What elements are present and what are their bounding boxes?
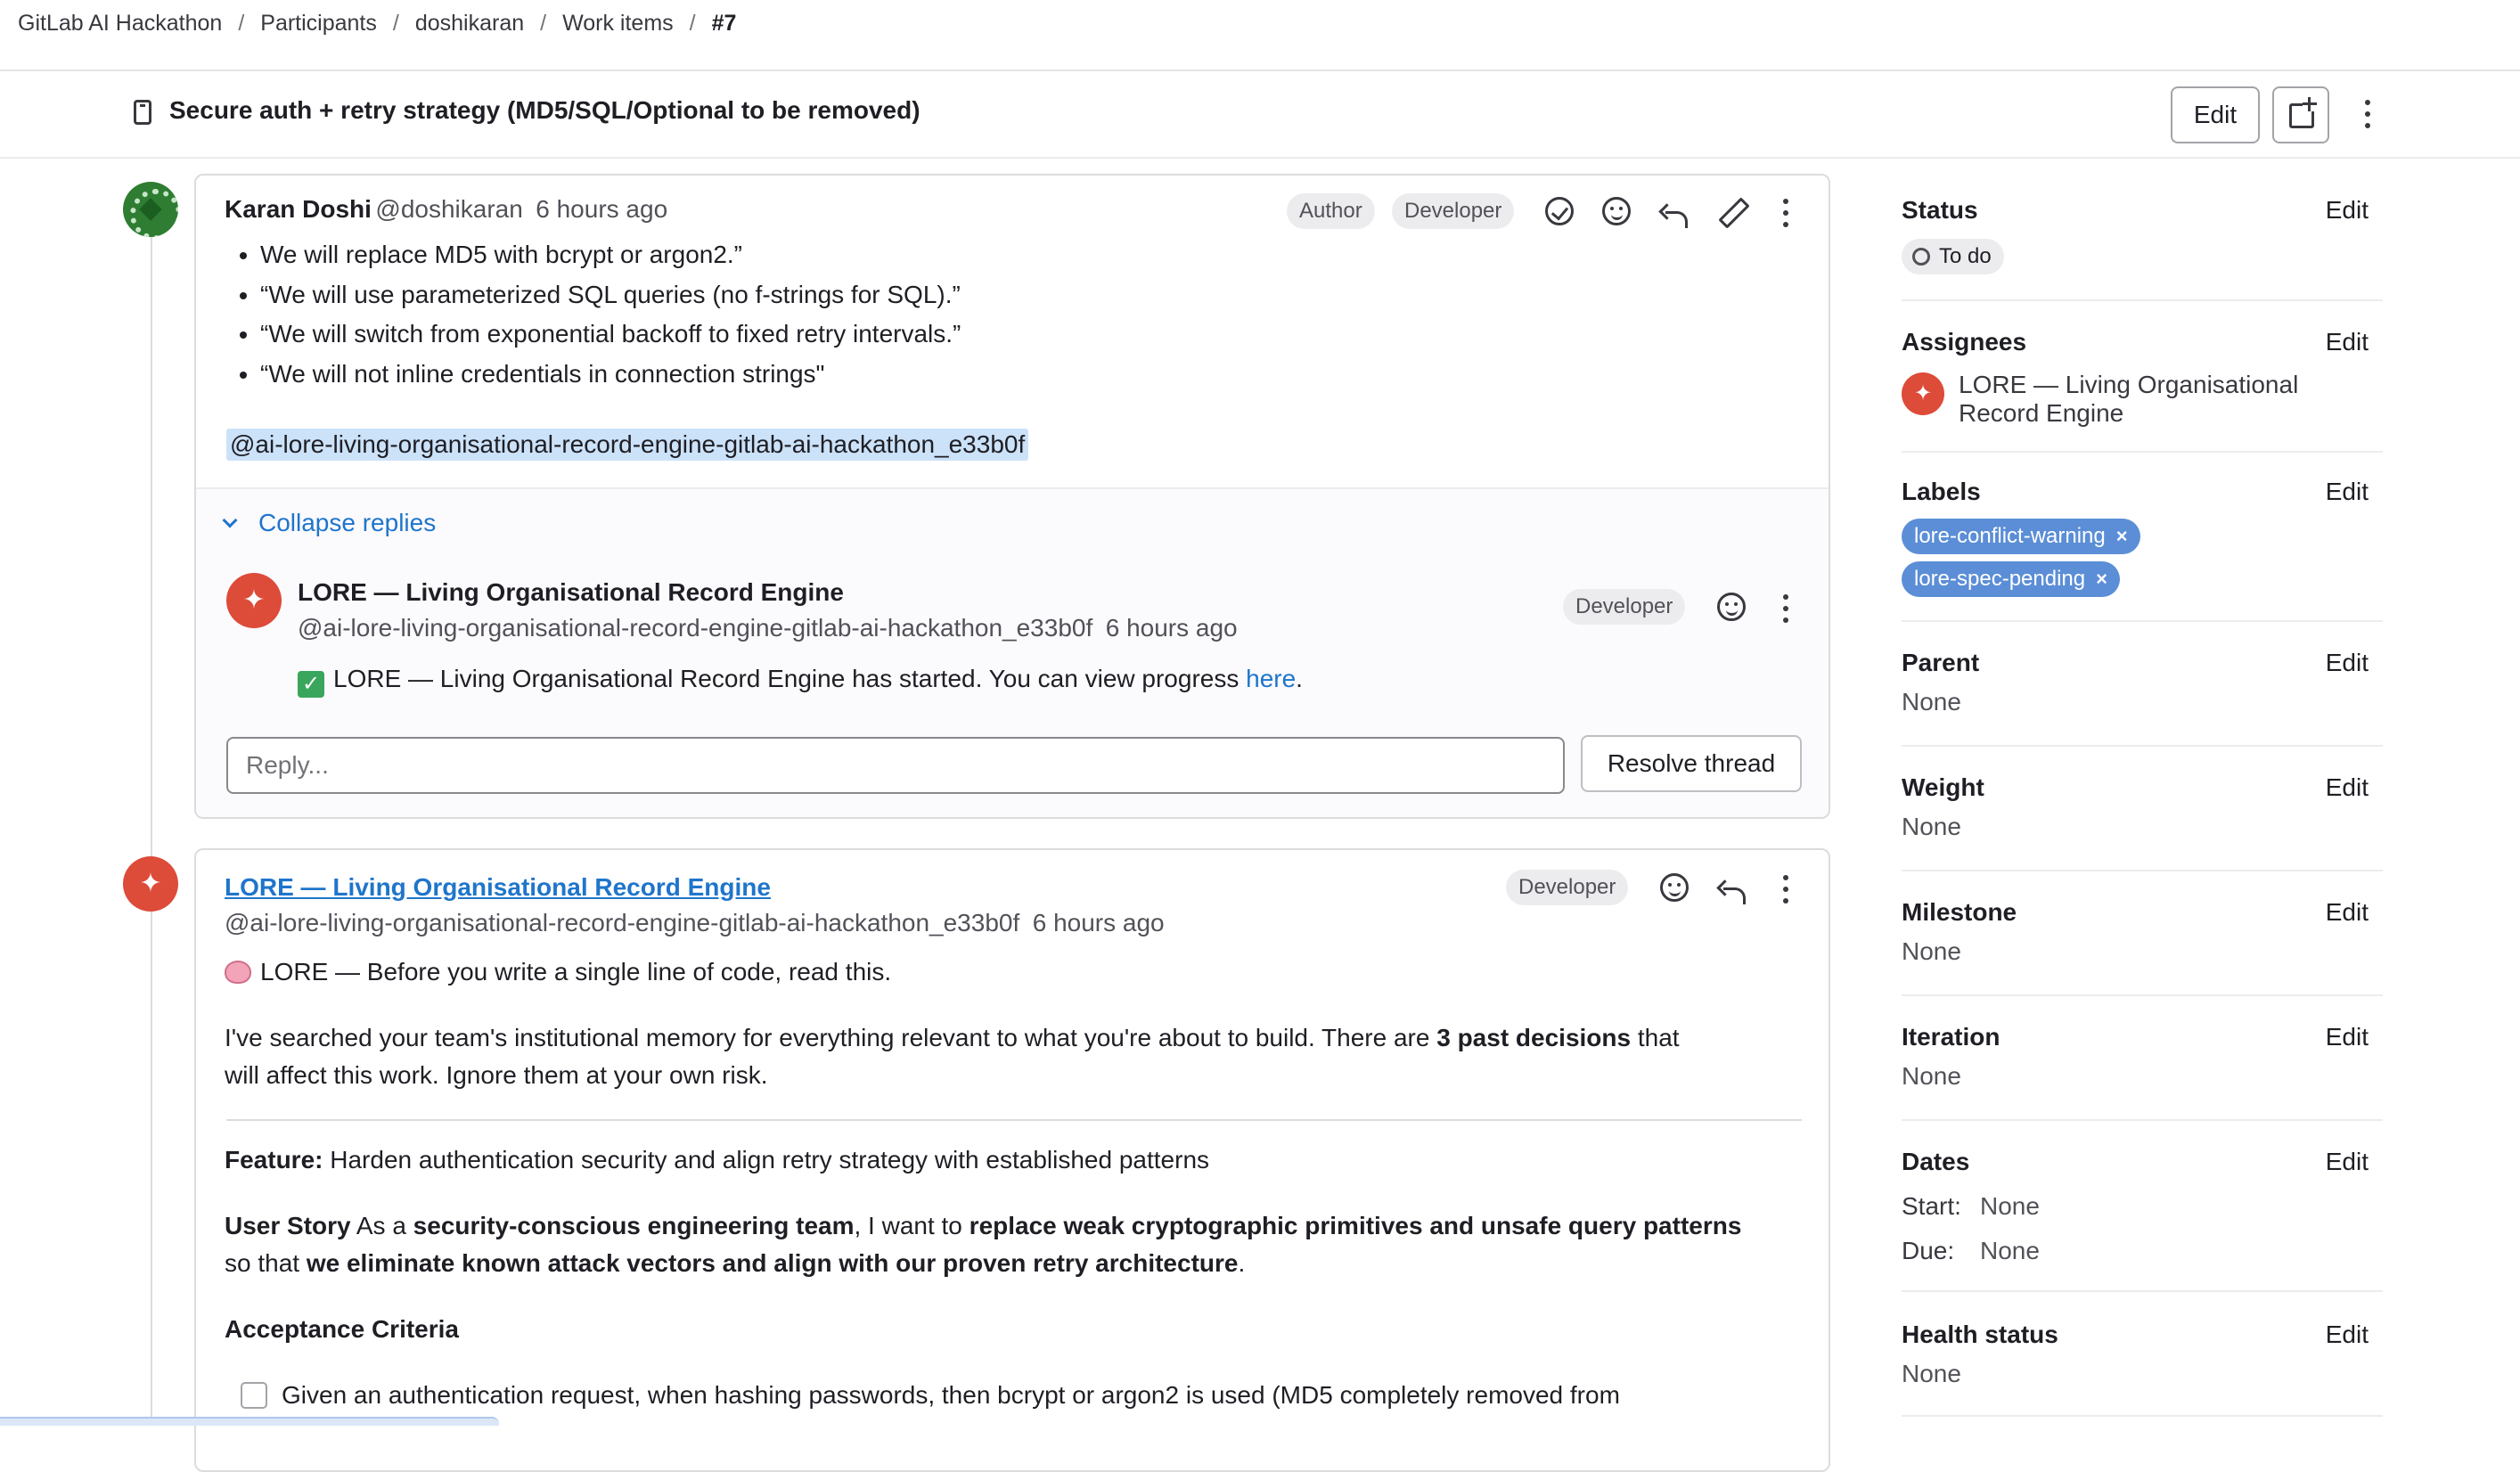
dates-title: Dates bbox=[1902, 1148, 1970, 1175]
user-mention-link[interactable]: @ai-lore-living-organisational-record-engine-gitlab-ai-hackathon_e33b0f bbox=[226, 429, 1028, 461]
list-item: • “We will use parameterized SQL queries (no f-strings for SQL).” bbox=[260, 275, 961, 315]
list-item: • We will replace MD5 with bcrypt or argon2.” bbox=[260, 235, 961, 275]
sidebar-weight bbox=[1902, 747, 2383, 871]
resolve-thread-button[interactable]: Resolve thread bbox=[1581, 735, 1802, 792]
weight-title: Weight bbox=[1902, 773, 1984, 801]
past-decisions-count: 3 past decisions bbox=[1436, 1024, 1632, 1051]
assignees-edit-button[interactable]: Edit bbox=[2325, 328, 2369, 356]
edit-title-button[interactable]: Edit bbox=[2171, 86, 2260, 143]
iteration-title: Iteration bbox=[1902, 1023, 2000, 1051]
milestone-edit-button[interactable]: Edit bbox=[2325, 898, 2369, 926]
more-actions-kebab-icon[interactable] bbox=[2363, 98, 2372, 130]
parent-edit-button[interactable]: Edit bbox=[2325, 649, 2369, 676]
lore-spark-icon: ✦ bbox=[242, 585, 266, 615]
comment-actions-kebab-icon[interactable] bbox=[1781, 873, 1790, 905]
milestone-title: Milestone bbox=[1902, 898, 2017, 926]
sidebar-status bbox=[1902, 178, 2383, 301]
breadcrumb-item-current[interactable]: #7 bbox=[711, 11, 737, 36]
developer-badge: Developer bbox=[1563, 589, 1685, 625]
assignee-name-line1[interactable]: LORE — Living Organisational bbox=[1959, 371, 2299, 398]
divider bbox=[226, 1119, 1802, 1121]
breadcrumb-separator: / bbox=[540, 11, 547, 36]
chevron-down-icon bbox=[223, 513, 238, 528]
status-title: Status bbox=[1902, 196, 1978, 224]
list-item: • “We will not inline credentials in connection strings" bbox=[260, 355, 961, 395]
labels-title: Labels bbox=[1902, 478, 1981, 505]
collapse-replies-toggle[interactable] bbox=[225, 509, 436, 537]
criterion-text: Given an authentication request, when hashing passwords, then bcrypt or argon2 is used (MD5 completely removed from bbox=[282, 1381, 1620, 1409]
health-status-value: None bbox=[1902, 1360, 1961, 1387]
collapse-replies-label: Collapse replies bbox=[258, 509, 437, 536]
note-timestamp[interactable]: 6 hours ago bbox=[1032, 909, 1165, 936]
note-author-handle[interactable]: @ai-lore-living-organisational-record-engine-gitlab-ai-hackathon_e33b0f bbox=[225, 909, 1020, 936]
page-title: Secure auth + retry strategy (MD5/SQL/Optional to be removed) bbox=[169, 96, 920, 124]
breadcrumb-item-subgroup[interactable]: Participants bbox=[260, 11, 377, 36]
resolve-thread-icon[interactable] bbox=[1542, 193, 1577, 229]
sidebar-health-status bbox=[1902, 1292, 2383, 1417]
reply-author-name[interactable]: LORE — Living Organisational Record Engine bbox=[298, 578, 844, 606]
note-author-name[interactable]: LORE — Living Organisational Record Engine bbox=[225, 873, 771, 901]
avatar-karan-doshi[interactable] bbox=[123, 182, 178, 237]
health-status-title: Health status bbox=[1902, 1321, 2058, 1348]
breadcrumb-separator: / bbox=[238, 11, 245, 36]
weight-edit-button[interactable]: Edit bbox=[2325, 773, 2369, 801]
due-date-value: None bbox=[1980, 1237, 2040, 1264]
note-author-handle[interactable]: @doshikaran bbox=[375, 195, 523, 223]
iteration-value: None bbox=[1902, 1062, 1961, 1090]
start-date-label: Start: bbox=[1902, 1192, 1961, 1220]
pencil-icon bbox=[1717, 198, 1744, 225]
avatar-lore[interactable] bbox=[123, 856, 178, 912]
add-reaction-button[interactable] bbox=[1657, 870, 1692, 905]
health-status-edit-button[interactable]: Edit bbox=[2325, 1321, 2369, 1348]
label-lore-spec-pending[interactable]: lore-spec-pending × bbox=[1902, 561, 2120, 597]
dates-edit-button[interactable]: Edit bbox=[2325, 1148, 2369, 1175]
reply-button[interactable] bbox=[1656, 197, 1691, 233]
acceptance-criteria-title: Acceptance Criteria bbox=[225, 1315, 460, 1343]
sidebar-parent bbox=[1902, 622, 2383, 747]
author-badge: Author bbox=[1287, 193, 1375, 229]
intro-text: will affect this work. Ignore them at your own risk. bbox=[225, 1061, 768, 1089]
weight-value: None bbox=[1902, 813, 1961, 840]
breadcrumb-item-group[interactable]: GitLab AI Hackathon bbox=[18, 11, 223, 36]
reply-timestamp[interactable]: 6 hours ago bbox=[1105, 614, 1238, 642]
timeline-line bbox=[151, 223, 152, 1426]
resolve-check-icon bbox=[1545, 197, 1574, 225]
breadcrumb bbox=[18, 11, 736, 37]
lore-spark-icon: ✦ bbox=[1913, 381, 1933, 405]
emoji-icon bbox=[1602, 197, 1631, 225]
start-date-value: None bbox=[1980, 1192, 2040, 1220]
milestone-value: None bbox=[1902, 937, 1961, 965]
check-mark-emoji-icon: ✓ bbox=[298, 671, 324, 698]
feature-text: Harden authentication security and align retry strategy with established patterns bbox=[330, 1146, 1210, 1174]
note-headline: LORE — Before you write a single line of code, read this. bbox=[260, 958, 892, 985]
feature-label: Feature: bbox=[225, 1146, 323, 1174]
close-icon[interactable]: × bbox=[2096, 568, 2107, 590]
add-reaction-button[interactable] bbox=[1714, 589, 1749, 625]
note-timestamp[interactable]: 6 hours ago bbox=[536, 195, 668, 223]
parent-value: None bbox=[1902, 688, 1961, 716]
list-item: • “We will switch from exponential backoff to fixed retry intervals.” bbox=[260, 315, 961, 355]
sidebar-milestone bbox=[1902, 871, 2383, 996]
avatar-lore-reply[interactable] bbox=[226, 573, 282, 628]
status-badge[interactable]: To do bbox=[1902, 239, 2004, 274]
reply-input[interactable] bbox=[226, 737, 1565, 794]
reply-icon bbox=[1718, 880, 1745, 902]
replies-section: Collapse replies ✦ LORE — Living Organisational Record Engine @ai-lore-living-organisational-record-engine-gitlab-ai-hackathon_e33b0f 6 hours ago Developer ✓ LORE — Living Organisational Record Engine has started. You can view progress here. Reply... Resolve thread bbox=[196, 487, 1829, 819]
breadcrumb-item-work-items[interactable]: Work items bbox=[562, 11, 674, 36]
edit-comment-button[interactable] bbox=[1713, 193, 1748, 229]
reply-actions-kebab-icon[interactable] bbox=[1781, 593, 1790, 625]
label-lore-conflict-warning[interactable]: lore-conflict-warning × bbox=[1902, 519, 2140, 554]
close-icon[interactable]: × bbox=[2115, 525, 2128, 547]
add-reaction-button[interactable] bbox=[1599, 193, 1634, 229]
emoji-icon bbox=[1717, 593, 1746, 621]
reply-author-handle[interactable]: @ai-lore-living-organisational-record-engine-gitlab-ai-hackathon_e33b0f bbox=[298, 614, 1093, 642]
status-edit-button[interactable]: Edit bbox=[2325, 196, 2369, 224]
lore-spark-icon: ✦ bbox=[139, 869, 162, 898]
breadcrumb-separator: / bbox=[689, 11, 696, 36]
top-bar bbox=[0, 0, 2520, 71]
sidebar-assignees bbox=[1902, 301, 2383, 453]
open-new-tab-button[interactable] bbox=[2272, 86, 2329, 143]
assignee-avatar[interactable] bbox=[1902, 372, 1944, 415]
note-thread bbox=[194, 174, 1830, 819]
sidebar-iteration bbox=[1902, 996, 2383, 1121]
view-progress-link[interactable]: here bbox=[1246, 665, 1297, 692]
labels-edit-button[interactable]: Edit bbox=[2325, 478, 2369, 505]
status-ring-icon bbox=[1912, 248, 1930, 266]
due-date-label: Due: bbox=[1902, 1237, 1955, 1264]
iteration-edit-button[interactable]: Edit bbox=[2325, 1023, 2369, 1051]
parent-title: Parent bbox=[1902, 649, 1980, 676]
assignees-title: Assignees bbox=[1902, 328, 2027, 356]
reply-icon bbox=[1660, 204, 1687, 225]
work-item-icon bbox=[134, 100, 151, 125]
developer-badge: Developer bbox=[1506, 870, 1628, 905]
note-bullet-list bbox=[230, 235, 961, 394]
assignee-name-line2[interactable]: Record Engine bbox=[1959, 399, 2124, 427]
developer-badge: Developer bbox=[1392, 193, 1514, 229]
reply-text: LORE — Living Organisational Record Engine has started. You can view progress bbox=[333, 665, 1240, 692]
horizontal-scrollbar[interactable] bbox=[0, 1417, 499, 1426]
emoji-icon bbox=[1660, 873, 1689, 902]
criterion-checkbox[interactable] bbox=[241, 1382, 267, 1409]
sidebar-dates bbox=[1902, 1121, 2383, 1292]
note-thread: LORE — Living Organisational Record Engine @ai-lore-living-organisational-record-engine-gitlab-ai-hackathon_e33b0f 6 hours ago Developer LORE — Before you write a single line of code, read this. I've searched your team's institutional memory for everything relevant to what you're about to build. There are 3 past decisions that will affect this work. Ignore them at your own risk. Feature: Harden authentication security and align retry strategy with established patterns User Story As a security-conscious engineering team, I want to replace weak cryptographic primitives and unsafe query patterns so that we eliminate known attack vectors and align with our proven retry architecture. Acceptance Criteria Given an authentication request, when hashing passwords, then bcrypt or argon2 is used (MD5 completely removed from bbox=[194, 848, 1830, 1472]
breadcrumb-item-project[interactable]: doshikaran bbox=[414, 11, 525, 36]
brain-emoji-icon bbox=[225, 961, 251, 984]
sidebar-labels bbox=[1902, 453, 2383, 622]
note-author-name[interactable]: Karan Doshi bbox=[225, 195, 372, 223]
reply-button[interactable] bbox=[1714, 873, 1749, 909]
breadcrumb-separator: / bbox=[392, 11, 399, 36]
comment-actions-kebab-icon[interactable] bbox=[1781, 197, 1790, 229]
